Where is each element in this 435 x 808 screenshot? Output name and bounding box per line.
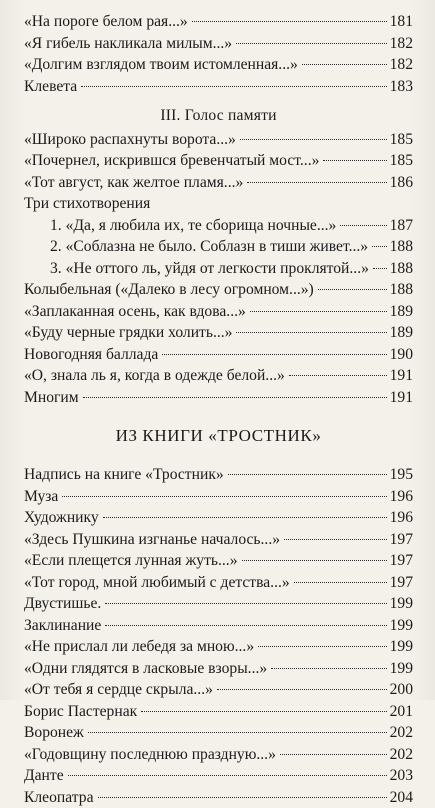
- toc-entry: [24, 486, 413, 508]
- toc-entry-title: Данте: [24, 765, 64, 787]
- toc-entry: [24, 679, 413, 701]
- toc-entry-page: 196: [389, 507, 413, 529]
- dot-leader: [294, 582, 387, 583]
- toc-entry-page: 199: [389, 615, 413, 637]
- toc-entry-page: 183: [389, 76, 413, 98]
- toc-entry-page: 202: [389, 744, 413, 766]
- toc-entry-page: 188: [389, 258, 413, 280]
- toc-entry-page: 185: [389, 129, 413, 151]
- toc-entry: [24, 464, 413, 486]
- toc-entry-page: 197: [389, 529, 413, 551]
- dot-leader: [105, 625, 387, 626]
- toc-entry-title: 3. «Не оттого ль, уйдя от легкости проклятой...»: [24, 258, 369, 280]
- dot-leader: [250, 311, 387, 312]
- toc-entry: [24, 744, 413, 766]
- dot-leader: [103, 517, 387, 518]
- toc-entry-title: Двустишье.: [24, 593, 101, 615]
- toc-entry-page: 197: [389, 550, 413, 572]
- dot-leader: [236, 43, 387, 44]
- dot-leader: [83, 397, 387, 398]
- toc-entry: [24, 529, 413, 551]
- toc-entry-title: Клевета: [24, 76, 77, 98]
- dot-leader: [228, 474, 387, 475]
- toc-entry-page: 203: [389, 765, 413, 787]
- toc-entry-title: Борис Пастернак: [24, 701, 137, 723]
- toc-subentry: [24, 258, 413, 280]
- toc-entry-page: 188: [389, 236, 413, 258]
- dot-leader: [323, 160, 387, 161]
- toc-entry: [24, 11, 413, 33]
- toc-subentry: [24, 215, 413, 237]
- dot-leader: [372, 246, 387, 247]
- book-heading: ИЗ КНИГИ «ТРОСТНИК»: [24, 424, 413, 448]
- toc-entry-title: «Тот август, как желтое пламя...»: [24, 172, 243, 194]
- toc-entry-title: «На пороге белом рая...»: [24, 11, 188, 33]
- toc-entry: [24, 129, 413, 151]
- section-heading: III. Голос памяти: [24, 105, 413, 127]
- dot-leader: [141, 711, 387, 712]
- toc-entry-title: 1. «Да, я любила их, те сборища ночные...»: [24, 215, 336, 237]
- toc-entry-page: 199: [389, 658, 413, 680]
- toc-entry-title: «Я гибель накликала милым...»: [24, 33, 232, 55]
- toc-entry: [24, 636, 413, 658]
- toc-entry-page: 189: [389, 322, 413, 344]
- toc-entry-title: «Если плещется лунная жуть...»: [24, 550, 238, 572]
- page-top-margin: [24, 0, 413, 11]
- toc-entry: [24, 33, 413, 55]
- toc-entry: [24, 150, 413, 172]
- toc-entry: [24, 507, 413, 529]
- toc-entry-page: 186: [389, 172, 413, 194]
- dot-leader: [289, 375, 387, 376]
- toc-entry-title: Воронеж: [24, 722, 84, 744]
- toc-entry-title: Новогодняя баллада: [24, 344, 158, 366]
- dot-leader: [373, 268, 387, 269]
- toc-entry-title: «Долгим взглядом твоим истомленная...»: [24, 54, 298, 76]
- dot-leader: [105, 603, 387, 604]
- toc-entry-page: 199: [389, 593, 413, 615]
- toc-entry: [24, 54, 413, 76]
- dot-leader: [280, 754, 387, 755]
- toc-entry-title: Заклинание: [24, 615, 101, 637]
- toc-top-block: [24, 11, 413, 97]
- toc-entry-title: «Буду черные грядки холить...»: [24, 322, 232, 344]
- toc-entry-page: 190: [389, 344, 413, 366]
- toc-entry: [24, 765, 413, 787]
- dot-leader: [217, 689, 387, 690]
- toc-entry-page: 188: [389, 279, 413, 301]
- dot-leader: [98, 797, 388, 798]
- toc-entry: [24, 301, 413, 323]
- toc-entry: [24, 365, 413, 387]
- toc-entry-title: 2. «Соблазна не было. Соблазн в тиши живет...»: [24, 236, 368, 258]
- dot-leader: [247, 182, 387, 183]
- toc-entry: [24, 387, 413, 409]
- dot-leader: [258, 646, 387, 647]
- toc-entry: [24, 322, 413, 344]
- toc-entry: [24, 572, 413, 594]
- toc-entry: [24, 593, 413, 615]
- toc-entry-page: 204: [389, 787, 413, 808]
- book-reed-block: [24, 464, 413, 808]
- toc-entry-title: «Тот город, мной любимый с детства...»: [24, 572, 290, 594]
- table-of-contents: [24, 0, 413, 808]
- toc-entry-page: 181: [389, 11, 413, 33]
- toc-entry: [24, 658, 413, 680]
- toc-entry-page: 185: [389, 150, 413, 172]
- toc-entry-title: «Не прислал ли лебедя за мною...»: [24, 636, 254, 658]
- toc-entry-page: 197: [389, 572, 413, 594]
- dot-leader: [318, 289, 387, 290]
- toc-entry-page: 200: [389, 679, 413, 701]
- toc-entry-page: 202: [389, 722, 413, 744]
- toc-entry-page: 182: [389, 54, 413, 76]
- toc-subentry: [24, 236, 413, 258]
- toc-entry-title: «Одни глядятся в ласковые взоры...»: [24, 658, 267, 680]
- dot-leader: [192, 21, 387, 22]
- toc-entry-title: Надпись на книге «Тростник»: [24, 464, 224, 486]
- toc-entry-page: 201: [389, 701, 413, 723]
- toc-entry-title: «Годовщину последнюю праздную...»: [24, 744, 276, 766]
- dot-leader: [62, 496, 387, 497]
- toc-entry-page: 199: [389, 636, 413, 658]
- dot-leader: [271, 668, 387, 669]
- dot-leader: [88, 732, 387, 733]
- dot-leader: [242, 560, 388, 561]
- toc-entry: [24, 701, 413, 723]
- toc-entry-title: Муза: [24, 486, 58, 508]
- toc-entry-page: 191: [389, 365, 413, 387]
- toc-entry: [24, 615, 413, 637]
- toc-entry-title: Многим: [24, 387, 79, 409]
- toc-entry-page: 191: [389, 387, 413, 409]
- toc-entry-page: 182: [389, 33, 413, 55]
- dot-leader: [68, 775, 387, 776]
- toc-entry-page: 189: [389, 301, 413, 323]
- toc-entry: [24, 76, 413, 98]
- toc-entry-title: «Почернел, искрившся бревенчатый мост...»: [24, 150, 319, 172]
- toc-entry-title: «От тебя я сердце скрыла...»: [24, 679, 213, 701]
- dot-leader: [236, 332, 387, 333]
- toc-entry-title: «Заплаканная осень, как вдова...»: [24, 301, 246, 323]
- toc-entry-title: «Широко распахнуты ворота...»: [24, 129, 236, 151]
- toc-entry-title: Художнику: [24, 507, 99, 529]
- section-memory-block: [24, 129, 413, 409]
- toc-entry-title: «О, знала ль я, когда в одежде белой...»: [24, 365, 285, 387]
- toc-entry: [24, 787, 413, 808]
- dot-leader: [240, 139, 387, 140]
- toc-entry: [24, 550, 413, 572]
- toc-entry-page: 187: [389, 215, 413, 237]
- toc-entry: [24, 172, 413, 194]
- dot-leader: [340, 225, 387, 226]
- group-title: Три стихотворения: [24, 193, 413, 215]
- toc-entry-title: Колыбельная («Далеко в лесу огромном...»): [24, 279, 314, 301]
- toc-entry: [24, 279, 413, 301]
- toc-entry: [24, 722, 413, 744]
- dot-leader: [81, 86, 387, 87]
- dot-leader: [284, 539, 387, 540]
- toc-entry-page: 196: [389, 486, 413, 508]
- toc-entry-page: 195: [389, 464, 413, 486]
- dot-leader: [162, 354, 387, 355]
- toc-entry-title: Клеопатра: [24, 787, 94, 808]
- dot-leader: [302, 64, 387, 65]
- toc-entry-title: «Здесь Пушкина изгнанье началось...»: [24, 529, 280, 551]
- toc-entry: [24, 344, 413, 366]
